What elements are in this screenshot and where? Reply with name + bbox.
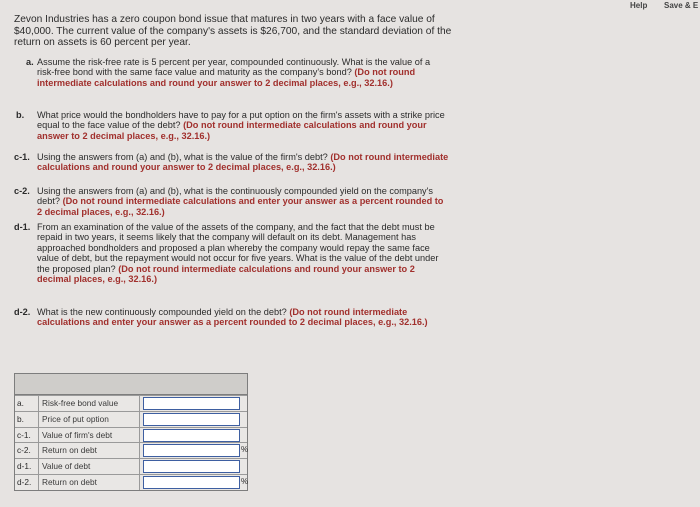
question-label: a. <box>26 57 34 67</box>
row-label: b. <box>15 412 39 427</box>
top-bar <box>0 0 700 14</box>
question-note: (Do not round intermediate calculations and round your answer to 2 decimal places, e.g., 32.16.) <box>37 263 415 285</box>
question-note: (Do not round intermediate calculations and round your answer to 2 decimal places, e.g., 32.16.) <box>37 152 449 173</box>
answer-table-header <box>15 374 247 395</box>
row-unit <box>241 412 251 427</box>
row-unit <box>241 396 251 411</box>
question-body: From an examination of the value of the assets of the company, and the fact that the debt must be repaid in two years, it seems likely that the company will default on its debt. Management has approached bondholders and proposed a plan whereby the company would repay the same face value of debt, but the repayment would not occur for five years. What is the value of the debt under the proposed plan? <box>37 222 439 274</box>
question-text <box>37 57 449 88</box>
question-label: d-2. <box>14 307 31 317</box>
row-description: Value of firm's debt <box>40 428 140 443</box>
row-label: d-1. <box>15 459 39 474</box>
help-link[interactable]: Help <box>630 1 648 10</box>
answer-row-a <box>15 395 247 411</box>
problem-intro: Zevon Industries has a zero coupon bond issue that matures in two years with a face value of $40,000. The current value of the company's assets is $26,700, and the standard deviation of the return on assets is 60 percent per year. <box>14 14 452 48</box>
row-label: c-2. <box>15 443 39 458</box>
row-label: c-1. <box>15 428 39 443</box>
question-text <box>37 307 449 328</box>
answer-row-c1 <box>15 427 247 443</box>
question-body: Using the answers from (a) and (b), what is the value of the firm's debt? <box>37 152 328 162</box>
question-note: (Do not round intermediate calculations and round your answer to 2 decimal places, e.g., 32.16.) <box>37 67 416 88</box>
row-label: a. <box>15 396 39 411</box>
answer-row-b <box>15 411 247 427</box>
row-unit <box>241 428 251 443</box>
percent-unit: % <box>241 476 249 486</box>
question-text <box>37 186 449 217</box>
answer-input-c1[interactable] <box>143 429 240 442</box>
answer-row-d1 <box>15 458 247 474</box>
question-body: What price would the bondholders have to pay for a put option on the firm's assets with a strike price equal to the face value of the debt? <box>37 110 445 131</box>
question-body: Using the answers from (a) and (b), what is the continuously compounded yield on the company's debt? <box>37 186 434 207</box>
question-text <box>37 110 449 141</box>
answer-table <box>14 373 248 491</box>
question-note: (Do not round intermediate calculations and enter your answer as a percent rounded to 2 decimal places, e.g., 32.16.) <box>37 307 428 328</box>
answer-input-b[interactable] <box>143 413 240 426</box>
row-description: Price of put option <box>40 412 140 427</box>
question-label: c-2. <box>14 186 30 196</box>
answer-input-a[interactable] <box>143 397 240 410</box>
save-exit-link[interactable]: Save & E <box>664 1 699 10</box>
question-label: d-1. <box>14 222 31 232</box>
answer-row-c2 <box>15 442 247 458</box>
answer-input-d2[interactable] <box>143 476 240 489</box>
answer-input-c2[interactable] <box>143 444 240 457</box>
answer-row-d2 <box>15 474 247 490</box>
question-body: What is the new continuously compounded yield on the debt? <box>37 307 287 317</box>
question-text <box>37 152 449 173</box>
row-unit <box>241 459 251 474</box>
question-label: c-1. <box>14 152 30 162</box>
row-description: Return on debt <box>40 475 140 490</box>
row-description: Return on debt <box>40 443 140 458</box>
question-text <box>37 222 449 284</box>
answer-input-d1[interactable] <box>143 460 240 473</box>
question-note: (Do not round intermediate calculations and round your answer to 2 decimal places, e.g., 32.16.) <box>37 120 427 141</box>
row-label: d-2. <box>15 475 39 490</box>
question-label: b. <box>16 110 25 120</box>
percent-unit: % <box>241 445 249 455</box>
question-note: (Do not round intermediate calculations and enter your answer as a percent rounded to 2 decimal places, e.g., 32.16.) <box>37 196 444 217</box>
row-description: Risk-free bond value <box>40 396 140 411</box>
question-body: Assume the risk-free rate is 5 percent per year, compounded continuously. What is the value of a risk-free bond with the same face value and maturity as the company's bond? <box>37 57 431 78</box>
row-description: Value of debt <box>40 459 140 474</box>
